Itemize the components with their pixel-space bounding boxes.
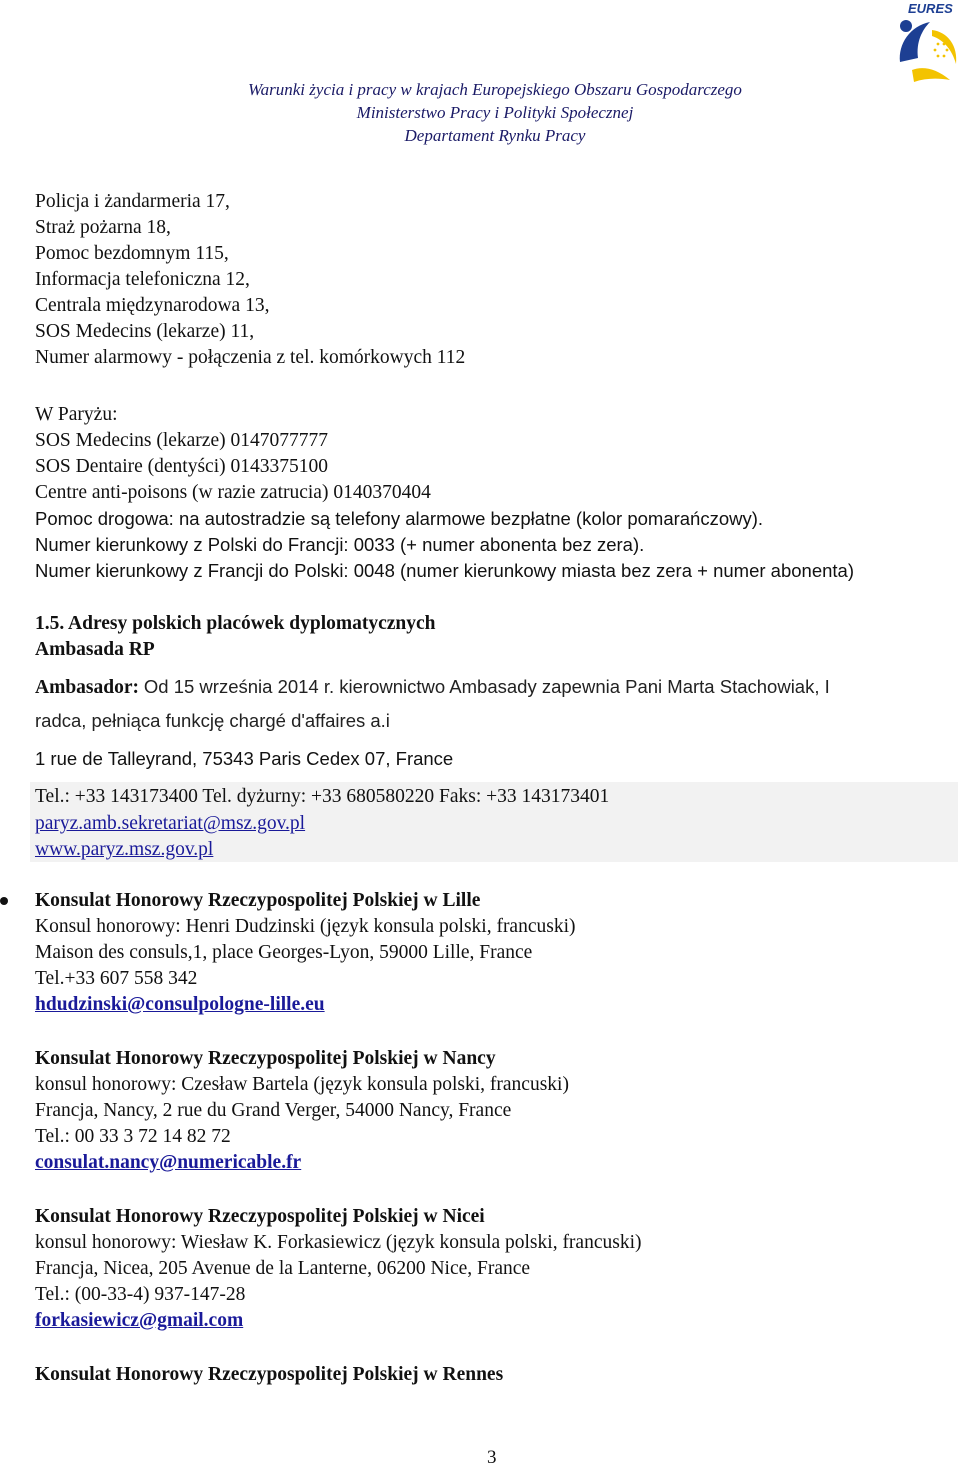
consulate-address: Maison des consuls,1, place Georges-Lyon, 59000 Lille, France: [35, 942, 533, 963]
info-line: Numer kierunkowy z Francji do Polski: 0048 (numer kierunkowy miasta bez zera + numer abonenta): [35, 560, 854, 581]
info-line: Pomoc drogowa: na autostradzie są telefony alarmowe bezpłatne (kolor pomarańczowy).: [35, 508, 764, 529]
paris-line: SOS Dentaire (dentyści) 0143375100: [35, 456, 328, 477]
emergency-line: Policja i żandarmeria 17,: [35, 191, 230, 212]
eures-logo-text: EURES: [908, 1, 953, 16]
consulate-email-link[interactable]: forkasiewicz@gmail.com: [35, 1310, 244, 1331]
consulate-phone: Tel.+33 607 558 342: [35, 968, 198, 989]
consulate-email-link[interactable]: hdudzinski@consulpologne-lille.eu: [35, 994, 325, 1015]
ambassador-text-2: radca, pełniąca funkcję chargé d'affaires a.i: [35, 710, 390, 731]
emergency-line: Centrala międzynarodowa 13,: [35, 295, 270, 316]
consulate-title: Konsulat Honorowy Rzeczypospolitej Polskiej w Lille: [35, 890, 481, 911]
paris-title: W Paryżu:: [35, 404, 118, 425]
ambassador-text: Od 15 września 2014 r. kierownictwo Ambasady zapewnia Pani Marta Stachowiak, I: [143, 676, 830, 697]
emergency-line: SOS Medecins (lekarze) 11,: [35, 321, 255, 342]
consulate-address: Francja, Nicea, 205 Avenue de la Lanterne, 06200 Nice, France: [35, 1258, 531, 1279]
consul-name: konsul honorowy: Czesław Bartela (język konsula polski, francuski): [35, 1074, 569, 1095]
paris-line: Centre anti-poisons (w razie zatrucia) 0140370404: [35, 482, 431, 503]
consulate-title: Konsulat Honorowy Rzeczypospolitej Polskiej w Nancy: [35, 1048, 496, 1069]
consulate-title: Konsulat Honorowy Rzeczypospolitej Polskiej w Rennes: [35, 1364, 504, 1385]
emergency-line: Numer alarmowy - połączenia z tel. komórkowych 112: [35, 347, 466, 368]
ambassador-label: Ambasador:: [35, 677, 140, 698]
emergency-line: Informacja telefoniczna 12,: [35, 269, 250, 290]
header-line-3: Departament Rynku Pracy: [404, 126, 586, 145]
page-number: 3: [487, 1447, 497, 1468]
list-bullet: [0, 897, 8, 905]
header-line-1: Warunki życia i pracy w krajach Europejskiego Obszaru Gospodarczego: [248, 80, 742, 99]
consulate-address: Francja, Nancy, 2 rue du Grand Verger, 54000 Nancy, France: [35, 1100, 512, 1121]
eures-logo: [892, 0, 960, 90]
header-line-2: Ministerstwo Pracy i Polityki Społecznej: [356, 103, 634, 122]
emergency-line: Straż pożarna 18,: [35, 217, 171, 238]
embassy-email-link[interactable]: paryz.amb.sekretariat@msz.gov.pl: [35, 813, 306, 834]
consul-name: Konsul honorowy: Henri Dudzinski (język konsula polski, francuski): [35, 916, 576, 937]
eures-logo-icon: [892, 0, 960, 90]
ambassador-line: [35, 674, 830, 701]
consulate-phone: Tel.: (00-33-4) 937-147-28: [35, 1284, 246, 1305]
section-heading: 1.5. Adresy polskich placówek dyplomatycznych: [35, 613, 436, 634]
embassy-website-link[interactable]: www.paryz.msz.gov.pl: [35, 839, 214, 860]
emergency-line: Pomoc bezdomnym 115,: [35, 243, 229, 264]
consulate-email-link[interactable]: consulat.nancy@numericable.fr: [35, 1152, 302, 1173]
paris-line: SOS Medecins (lekarze) 0147077777: [35, 430, 328, 451]
consulate-phone: Tel.: 00 33 3 72 14 82 72: [35, 1126, 231, 1147]
consulate-title: Konsulat Honorowy Rzeczypospolitej Polskiej w Nicei: [35, 1206, 485, 1227]
info-line: Numer kierunkowy z Polski do Francji: 0033 (+ numer abonenta bez zera).: [35, 534, 645, 555]
consul-name: konsul honorowy: Wiesław K. Forkasiewicz (język konsula polski, francuski): [35, 1232, 642, 1253]
section-subheading: Ambasada RP: [35, 639, 155, 660]
embassy-address: 1 rue de Talleyrand, 75343 Paris Cedex 07, France: [35, 748, 454, 769]
embassy-phones: Tel.: +33 143173400 Tel. dyżurny: +33 680580220 Faks: +33 143173401: [35, 786, 610, 807]
